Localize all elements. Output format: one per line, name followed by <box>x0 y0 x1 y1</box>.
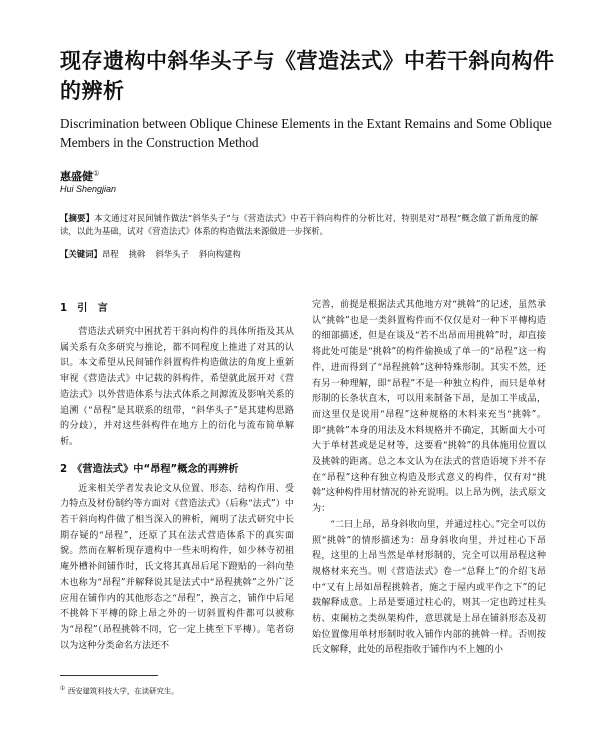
footnote <box>60 683 179 696</box>
body-paragraph: “二曰上昂，昂身斜收向里，并通过柱心。”完全可以仿照“挑斡”的情形描述为：昂身斜收向里，并过柱心下昂程，这里的上昂当然是单材形制的，完全可以用昂程这种规格材来充当。则《营造法式》卷一“总释上”的介绍飞昂中“又有上昂如昂程挑斡者，施之于屋内或平作之下”的记载解释成意。上昂是要通过柱心的，则其一定也跨过柱头枋、束阑枋之类纵架构件，意思就是上昂在铺斜形态及初始位置像用单材形制时收入铺作内部的挑斡一样。否则按氏文解释，此处的昂程指收于铺作内不上翘的小 <box>312 519 546 656</box>
section-heading-angcheng: 2 《营造法式》中“昂程”概念的再辨析 <box>60 463 239 475</box>
body-paragraph: 完善，前提是根据法式其他地方对“挑斡”的记述，虽然承认“挑斡”也是一类斜置构件而不仅仅是对一种下平槫构造的细部描述，但是在谈及“若不出昂而用挑斡”时，却直接将此处可能是“挑斡”的构件偷换成了单一的“昂程”这一构件，进而得到了“昂程挑斡”这种特殊形制。其实不然，还有另一种理解，即“昂程”不是一种独立构件，而只是单材形制的长条状直木，可以用来制备下昂，是加工半成品，而这里仅是说用“昂程”这种规格的木料来充当“挑斡”。即“挑斡”本身的用法及木料规格并不确定，其断面大小可大于单材甚或是足材等，这要看“挑斡”的具体施用位置以及挑斡的距离。总之本文认为在法式的营造语境下并不存在“昂程”这种有独立构造及形式意义的构件，仅有对“挑斡”这种构件用材情况的补充说明。以上昂为例，法式原文为： <box>312 300 546 515</box>
author-name <box>60 168 99 184</box>
abstract-label: 【摘要】 <box>60 213 95 223</box>
abstract <box>60 212 538 238</box>
body-paragraph: 营造法式研究中困扰若干斜向构件的具体所指及其从属关系有众多研究与推论，都不同程度上推进了对其的认识。本文希望从民间铺作斜置构件构造做法的角度上重新审视《营造法式》中记载的斜构件，希望就此展开对《营造法式》以外营造体系与法式体系之间源流及影响关系的追溯（“昂程”是其联系的纽带，“斜华头子”是其建构思路的分歧），并对这些斜构件在地方上的衍化与流布简单解析。 <box>60 327 294 447</box>
keyword-item: 昂程 <box>101 249 119 259</box>
footnote-divider <box>60 675 158 676</box>
right-column <box>312 298 546 658</box>
body-paragraph: 近来相关学者发表论文从位置、形态、结构作用、受力特点及材份制约等方面对《营造法式》（后称“法式”）中若干斜向构件做了相当深入的辨析，阐明了法式研究中长期存疑的“昂程”，还原了其在法式营造体系下的真实面貌。然而在解析现存遗构中一些未明构件，如少林寺初祖庵外槽补间铺作时，氏文将其真昂后尾下蹬贴的一斜向垫木也称为“昂程”并解释说其是法式中“昂程挑斡”之外广泛应用在铺作内的其他形态之“昂程”，换言之，铺作中后尾不挑斡下平槫的除上昂之外的一切斜置构件都可以被称为“昂程”（昂程挑斡不同，它一定上挑至下平槫）。笔者窃以为这种分类命名方法还不 <box>60 483 294 651</box>
keywords <box>60 248 538 261</box>
keyword-item: 挑斡 <box>128 249 146 259</box>
footnote-text: 西安建筑科技大学，在读研究生。 <box>67 686 179 696</box>
abstract-text: 本文通过对民间铺作做法“斜华头子”与《营造法式》中若干斜向构件的分析比对，特别是对“昂程”概念做了新角度的解读，以此为基础，试对《营造法式》体系的构造做法来源做进一步探析。 <box>60 213 539 236</box>
keywords-label: 【关键词】 <box>60 249 102 259</box>
author-pinyin: Hui Shengjian <box>60 184 117 194</box>
author-footnote-mark: ① <box>93 169 100 178</box>
author-name-text: 惠盛健 <box>60 170 93 183</box>
left-column <box>60 298 294 658</box>
footnote-mark: ① <box>60 685 66 692</box>
english-title: Discrimination between Oblique Chinese Elements in the Extant Remains and Some Oblique Members in the Construction Method <box>60 116 552 150</box>
keyword-item: 斜华头子 <box>155 249 189 259</box>
keyword-item: 斜向构建构 <box>198 249 241 259</box>
paper-title: 现存遗构中斜华头子与《营造法式》中若干斜向构件的辨析 <box>60 49 555 103</box>
section-heading-introduction: 1 引 言 <box>60 303 108 314</box>
